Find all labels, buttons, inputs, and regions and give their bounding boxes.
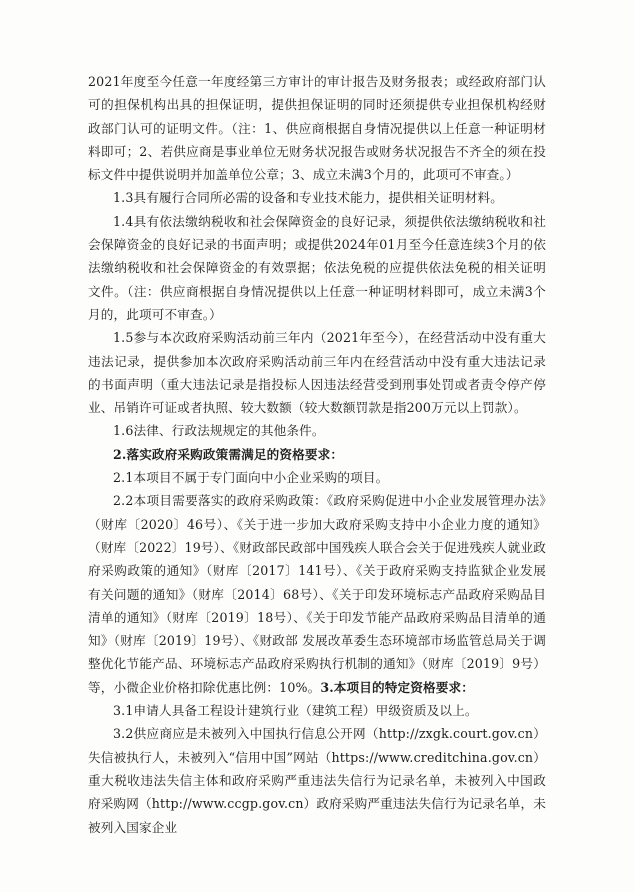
section-heading-3-specific-requirements: 3.本项目的特定资格要求： [320, 679, 474, 695]
paragraph-financial-proof: 2021年度至今任意一年度经第三方审计的审计报告及财务报表；或经政府部门认可的担保机构出具的担保证明，提供担保证明的同时还须提供专业担保机构经财政部门认可的证明文件。（注：1、供应商根据自身情况提供以上任意一种证明材料即可；2、若供应商是事业单位无财务状况报告或财务状况报告不齐全的须在投标文件中提供说明并加盖单位公章；3、成立未满3个月的，此项可不审查。） [88, 74, 546, 183]
section-heading-2-policy-requirements: 2.落实政府采购政策需满足的资格要求： [113, 446, 344, 462]
paragraph-3-1-design-qualification: 3.1申请人具备工程设计建筑行业（建筑工程）甲级资质及以上。 [113, 703, 478, 719]
paragraph-2-2-procurement-policies [88, 489, 546, 699]
paragraph-1-3-equipment: 1.3具有履行合同所必需的设备和专业技术能力，提供相关证明材料。 [113, 190, 504, 206]
paragraph-1-6-other-conditions: 1.6法律、行政法规规定的其他条件。 [113, 423, 325, 439]
document-body [88, 70, 546, 839]
paragraph-2-1-not-sme-only: 2.1本项目不属于专门面向中小企业采购的项目。 [113, 470, 389, 486]
paragraph-1-4-tax-social-security: 1.4具有依法缴纳税收和社会保障资金的良好记录，须提供依法缴纳税收和社会保障资金的良好记录的书面声明；或提供2024年01月至今任意连续3个月的依法缴纳税收和社会保障资金的有效票据；依法免税的应提供依法免税的相关证明文件。（注：供应商根据自身情况提供以上任意一种证明材料即可，成立未满3个月的，此项可不审查。） [88, 213, 546, 322]
paragraph-3-2-credit-blacklist: 3.2供应商应是未被列入中国执行信息公开网（http://zxgk.court.gov.cn）失信被执行人，未被列入“信用中国”网站（https://www.creditchina.gov.cn）重大税收违法失信主体和政府采购严重违法失信行为记录名单，未被列入中国政府采购网（http://www.ccgp.gov.cn）政府采购严重违法失信行为记录名单，未被列入国家企业 [88, 726, 546, 835]
policy-list-text: 2.2本项目需要落实的政府采购政策：《政府采购促进中小企业发展管理办法》（财库〔2020〕46号）、《关于进一步加大政府采购支持中小企业力度的通知》（财库〔2022〕19号）、《财政部民政部中国残疾人联合会关于促进残疾人就业政府采购政策的通知》（财库〔2017〕141号）、《关于政府采购支持监狱企业发展有关问题的通知》（财库〔2014〕68号）、《关于印发环境标志产品政府采购品目清单的通知》（财库〔2019〕18号）、《关于印发节能产品政府采购品目清单的通知》（财库〔2019〕19号）、《财政部 发展改革委生态环境部市场监管总局关于调整优化节能产品、环境标志产品政府采购执行机制的通知》（财库〔2019〕9号）等，小微企业价格扣除优惠比例：10%。 [88, 493, 546, 695]
paragraph-1-5-no-violations: 1.5参与本次政府采购活动前三年内（2021年至今），在经营活动中没有重大违法记录，提供参加本次政府采购活动前三年内在经营活动中没有重大违法记录的书面声明（重大违法记录是指投标人因违法经营受到刑事处罚或者责令停产停业、吊销许可证或者执照、较大数额（较大数额罚款是指200万元以上罚款）。 [88, 330, 546, 416]
